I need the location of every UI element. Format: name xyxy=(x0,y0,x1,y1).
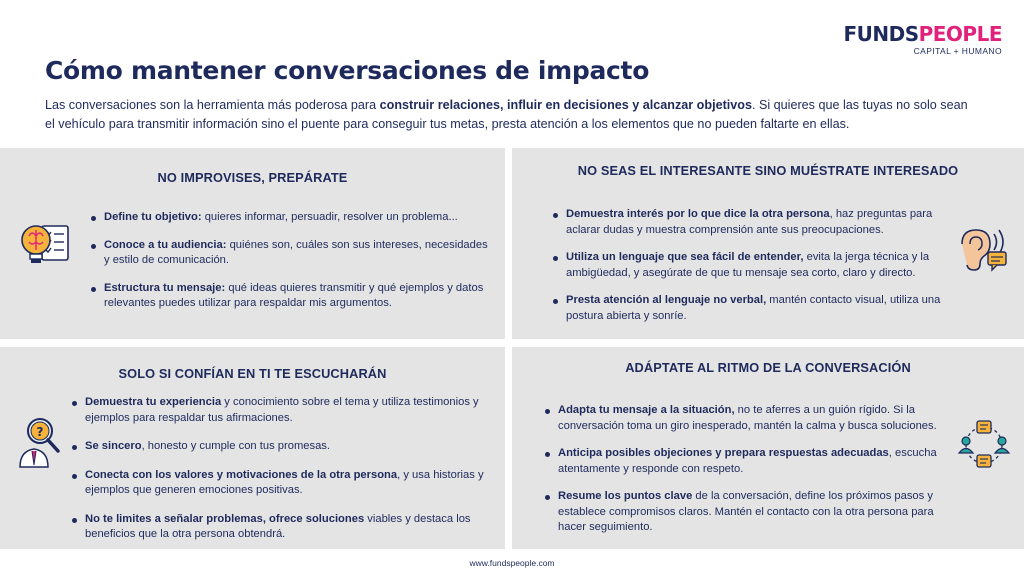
card-title: ADÁPTATE AL RITMO DE LA CONVERSACIÓN xyxy=(625,360,911,375)
card-list xyxy=(553,207,943,336)
list-item xyxy=(553,293,943,324)
item-text: quieres informar, persuadir, resolver un problema... xyxy=(201,211,458,223)
item-bold: Estructura tu mensaje: xyxy=(104,281,226,294)
intro-text-1: Las conversaciones son la herramienta más poderosa para xyxy=(45,98,380,112)
ear-listening-icon xyxy=(952,224,1010,274)
magnifier-person-icon xyxy=(16,413,64,469)
item-text: , honesto y cumple con tus promesas. xyxy=(141,440,331,452)
item-bold: Se sincero xyxy=(85,440,142,452)
footer-url[interactable]: www.fundspeople.com xyxy=(469,558,555,568)
item-bold: Utiliza un lenguaje que sea fácil de entender, xyxy=(566,251,804,263)
card-list xyxy=(545,403,945,548)
card-trust xyxy=(0,347,505,549)
item-text: , y usa historias y ejemplos que generen emociones positivas. xyxy=(85,468,484,496)
list-item xyxy=(545,403,945,434)
list-item xyxy=(553,250,943,281)
brand-logo[interactable] xyxy=(843,24,1002,56)
svg-text:?: ? xyxy=(36,425,44,439)
card-prepare xyxy=(0,148,505,339)
list-item xyxy=(545,446,945,477)
item-text: no te aferres a un guión rígido. Si la conversación toma un giro inesperado, mantén la calma y busca soluciones. xyxy=(558,404,937,432)
item-bold: Resume los puntos clave xyxy=(558,490,693,502)
card-interested xyxy=(512,148,1024,339)
item-bold: Define tu objetivo: xyxy=(104,211,202,223)
logo-people: PEOPLE xyxy=(918,22,1002,46)
list-item xyxy=(545,489,945,536)
item-bold: Anticipa posibles objeciones y prepara respuestas adecuadas xyxy=(558,447,889,459)
logo-funds: FUNDS xyxy=(843,22,919,46)
team-network-icon xyxy=(956,419,1012,471)
item-bold: Conoce a tu audiencia: xyxy=(104,238,227,251)
item-text: , haz preguntas para aclarar dudas y muestra comprensión ante sus preocupaciones. xyxy=(566,208,933,236)
list-item xyxy=(91,281,491,312)
list-item xyxy=(91,238,491,269)
item-text: y conocimiento sobre el tema y utiliza testimonios y ejemplos para respaldar tus afirmaciones. xyxy=(85,396,479,424)
logo-tagline: CAPITAL + HUMANO xyxy=(913,46,1002,56)
card-adapt xyxy=(512,347,1024,549)
page-title: Cómo mantener conversaciones de impacto xyxy=(45,56,650,85)
list-item xyxy=(72,395,492,426)
list-item xyxy=(72,468,492,499)
item-bold: Presta atención al lenguaje no verbal, xyxy=(566,294,767,306)
card-list xyxy=(91,210,491,324)
item-bold: Conecta con los valores y motivaciones de la otra persona xyxy=(85,468,398,481)
item-text: de la conversación, define los próximos pasos y establece compromisos claros. Mantén el contacto con la otra persona para hacer seguimiento. xyxy=(558,490,934,533)
item-bold: Demuestra tu experiencia xyxy=(85,396,222,408)
intro-text-2: . Si quieres que las tuyas no solo sean el vehículo para transmitir información sino el puente para conseguir tus metas, presta atención a los elementos que no pueden faltarte en ellas. xyxy=(45,98,968,131)
item-text: , escucha atentamente y responde con respeto. xyxy=(558,447,937,475)
card-title: NO IMPROVISES, PREPÁRATE xyxy=(157,170,348,185)
item-bold: Demuestra interés por lo que dice la otra persona xyxy=(566,208,830,220)
list-item xyxy=(91,210,491,226)
logo-wordmark xyxy=(843,24,1002,44)
item-text: qué ideas quieres transmitir y qué ejemplos y datos relevantes puedes utilizar para respaldar mis argumentos. xyxy=(104,281,484,309)
item-bold: No te limites a señalar problemas, ofrece soluciones xyxy=(85,512,365,525)
brain-checklist-icon xyxy=(18,220,74,272)
intro-paragraph xyxy=(45,96,975,134)
item-text: evita la jerga técnica y la ambigüedad, y asegúrate de que tu mensaje sea corto, claro y directo. xyxy=(566,251,930,279)
list-item xyxy=(72,512,492,543)
item-text: mantén contacto visual, utiliza una postura abierta y sonríe. xyxy=(566,294,941,322)
item-text: viables y destaca los beneficios que la otra persona obtendrá. xyxy=(85,512,471,540)
card-title: NO SEAS EL INTERESANTE SINO MUÉSTRATE INTERESADO xyxy=(577,163,959,178)
card-title: SOLO SI CONFÍAN EN TI TE ESCUCHARÁN xyxy=(118,366,387,381)
list-item xyxy=(72,439,492,455)
item-text: quiénes son, cuáles son sus intereses, necesidades y estilo de comunicación. xyxy=(104,238,488,266)
intro-bold: construir relaciones, influir en decisiones y alcanzar objetivos xyxy=(379,98,752,112)
list-item xyxy=(553,207,943,238)
card-list xyxy=(72,395,492,556)
item-bold: Adapta tu mensaje a la situación, xyxy=(558,404,735,416)
